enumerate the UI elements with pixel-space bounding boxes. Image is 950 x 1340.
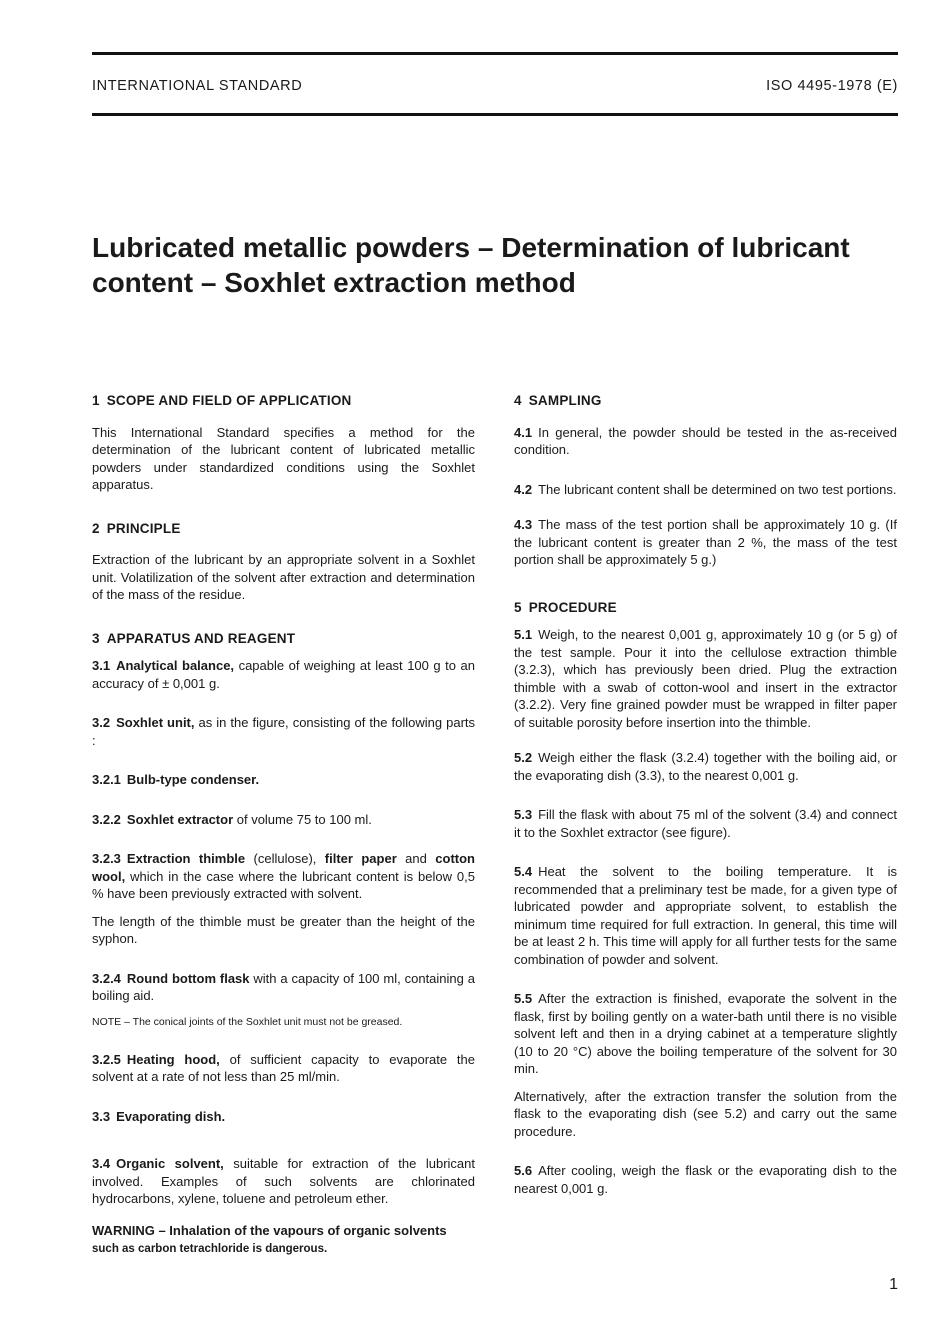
clause-3-2-3-note: The length of the thimble must be greater than the height of the syphon. (92, 913, 475, 946)
header-standard-type: INTERNATIONAL STANDARD (92, 78, 303, 94)
clause-5-5-alternative: Alternatively, after the extraction transfer the solution from the flask to the evaporating dish (see 5.2) and carry out the same procedure. (514, 1088, 897, 1139)
clause-3-2: 3.2 Soxhlet unit, as in the figure, consisting of the following parts : (92, 715, 476, 748)
clause-5-4: 5.4 Heat the solvent to the boiling temperature. It is recommended that a preliminary test be made, for a given type of lubricated powder and appropriate solvent, to establish the minimum time required for full extraction. In general, this time will be at least 2 h. This time will apply for all further tests for the same combination of powder and solvent. (514, 864, 897, 967)
clause-3-1: 3.1 Analytical balance, capable of weighing at least 100 g to an accuracy of ± 0,001 g. (92, 658, 475, 691)
clause-5-6: 5.6 After cooling, weigh the flask or the evaporating dish to the nearest 0,001 g. (514, 1163, 897, 1196)
section-4-heading: 4 SAMPLING (514, 393, 602, 408)
clause-3-3: 3.3 Evaporating dish. (92, 1108, 226, 1124)
clause-5-5: 5.5 After the extraction is finished, evaporate the solvent in the flask, first by boiling gently on a water-bath until there is no visible solvent left and then in a drying cabinet at a temperature slightly (10 to 20 °C) above the boiling temperature of the solvent for 30 min. (514, 991, 897, 1076)
section-5-heading: 5 PROCEDURE (514, 599, 617, 615)
right-column (514, 392, 897, 1197)
page-number: 1 (889, 1276, 898, 1293)
section-1-text: This International Standard specifies a method for the determination of the lubricant content of lubricated metallic powders under standardized conditions using the Soxhlet apparatus. (92, 424, 475, 492)
section-2-text: Extraction of the lubricant by an appropriate solvent in a Soxhlet unit. Volatilization of the solvent after extraction and determination of the mass of the residue. (92, 552, 475, 602)
clause-4-2: 4.2 The lubricant content shall be determined on two test portions. (514, 481, 897, 497)
section-3-heading: 3 APPARATUS AND REAGENT (92, 630, 296, 646)
clause-3-2-1: 3.2.1 Bulb-type condenser. (92, 772, 260, 787)
note-conical-joints: NOTE – The conical joints of the Soxhlet unit must not be greased. (92, 1015, 403, 1028)
header-top-rule (92, 52, 898, 55)
clause-3-2-3: 3.2.3 Extraction thimble (cellulose), filter paper and cotton wool, which in the case where the lubricant content is below 0,5 % have been previously extracted with solvent. (92, 851, 475, 901)
clause-4-3: 4.3 The mass of the test portion shall be approximately 10 g. (If the lubricant content is greater than 2 %, the mass of the test portion shall be approximately 5 g.) (514, 517, 897, 567)
title-line-1: Lubricated metallic powders – Determination of lubricant (92, 232, 850, 263)
clause-3-2-4: 3.2.4 Round bottom flask with a capacity of 100 ml, containing a boiling aid. (92, 970, 475, 1003)
clause-5-1: 5.1 Weigh, to the nearest 0,001 g, approximately 10 g (or 5 g) of the test sample. Pour it into the cellulose extraction thimble (3.2.3), which has previously been dried. Plug the extraction thimble with a swab of cotton-wool and insert in the extractor (3.2.2). Very fine grained powder must be wrapped in filter paper of suitable porosity before insertion into the thimble. (514, 627, 897, 730)
clause-5-3: 5.3 Fill the flask with about 75 ml of the solvent (3.4) and connect it to the Soxhlet extractor (see figure). (514, 807, 897, 840)
header-bottom-rule (92, 113, 898, 116)
header-standard-number: ISO 4495-1978 (E) (766, 78, 898, 94)
clause-3-2-5: 3.2.5 Heating hood, of sufficient capacity to evaporate the solvent at a rate of not less than 25 ml/min. (92, 1051, 475, 1084)
clause-3-4: 3.4 Organic solvent, suitable for extraction of the lubricant involved. Examples of such solvents are chlorinated hydrocarbons, xylene, toluene and petroleum ether. (92, 1156, 475, 1206)
clause-4-1: 4.1 In general, the powder should be tested in the as-received condition. (514, 424, 897, 457)
left-column (92, 392, 475, 1259)
section-2-heading: 2 PRINCIPLE (92, 520, 181, 536)
section-1-heading: 1 SCOPE AND FIELD OF APPLICATION (92, 393, 352, 408)
title-line-2: content – Soxhlet extraction method (92, 267, 576, 298)
warning: WARNING – Inhalation of the vapours of organic solvents such as carbon tetrachloride is dangerous. (92, 1222, 447, 1255)
clause-3-2-2: 3.2.2 Soxhlet extractor of volume 75 to 100 ml. (92, 811, 372, 827)
clause-5-2: 5.2 Weigh either the flask (3.2.4) together with the boiling aid, or the evaporating dish (3.3), to the nearest 0,001 g. (514, 750, 897, 783)
document-title (92, 230, 872, 300)
